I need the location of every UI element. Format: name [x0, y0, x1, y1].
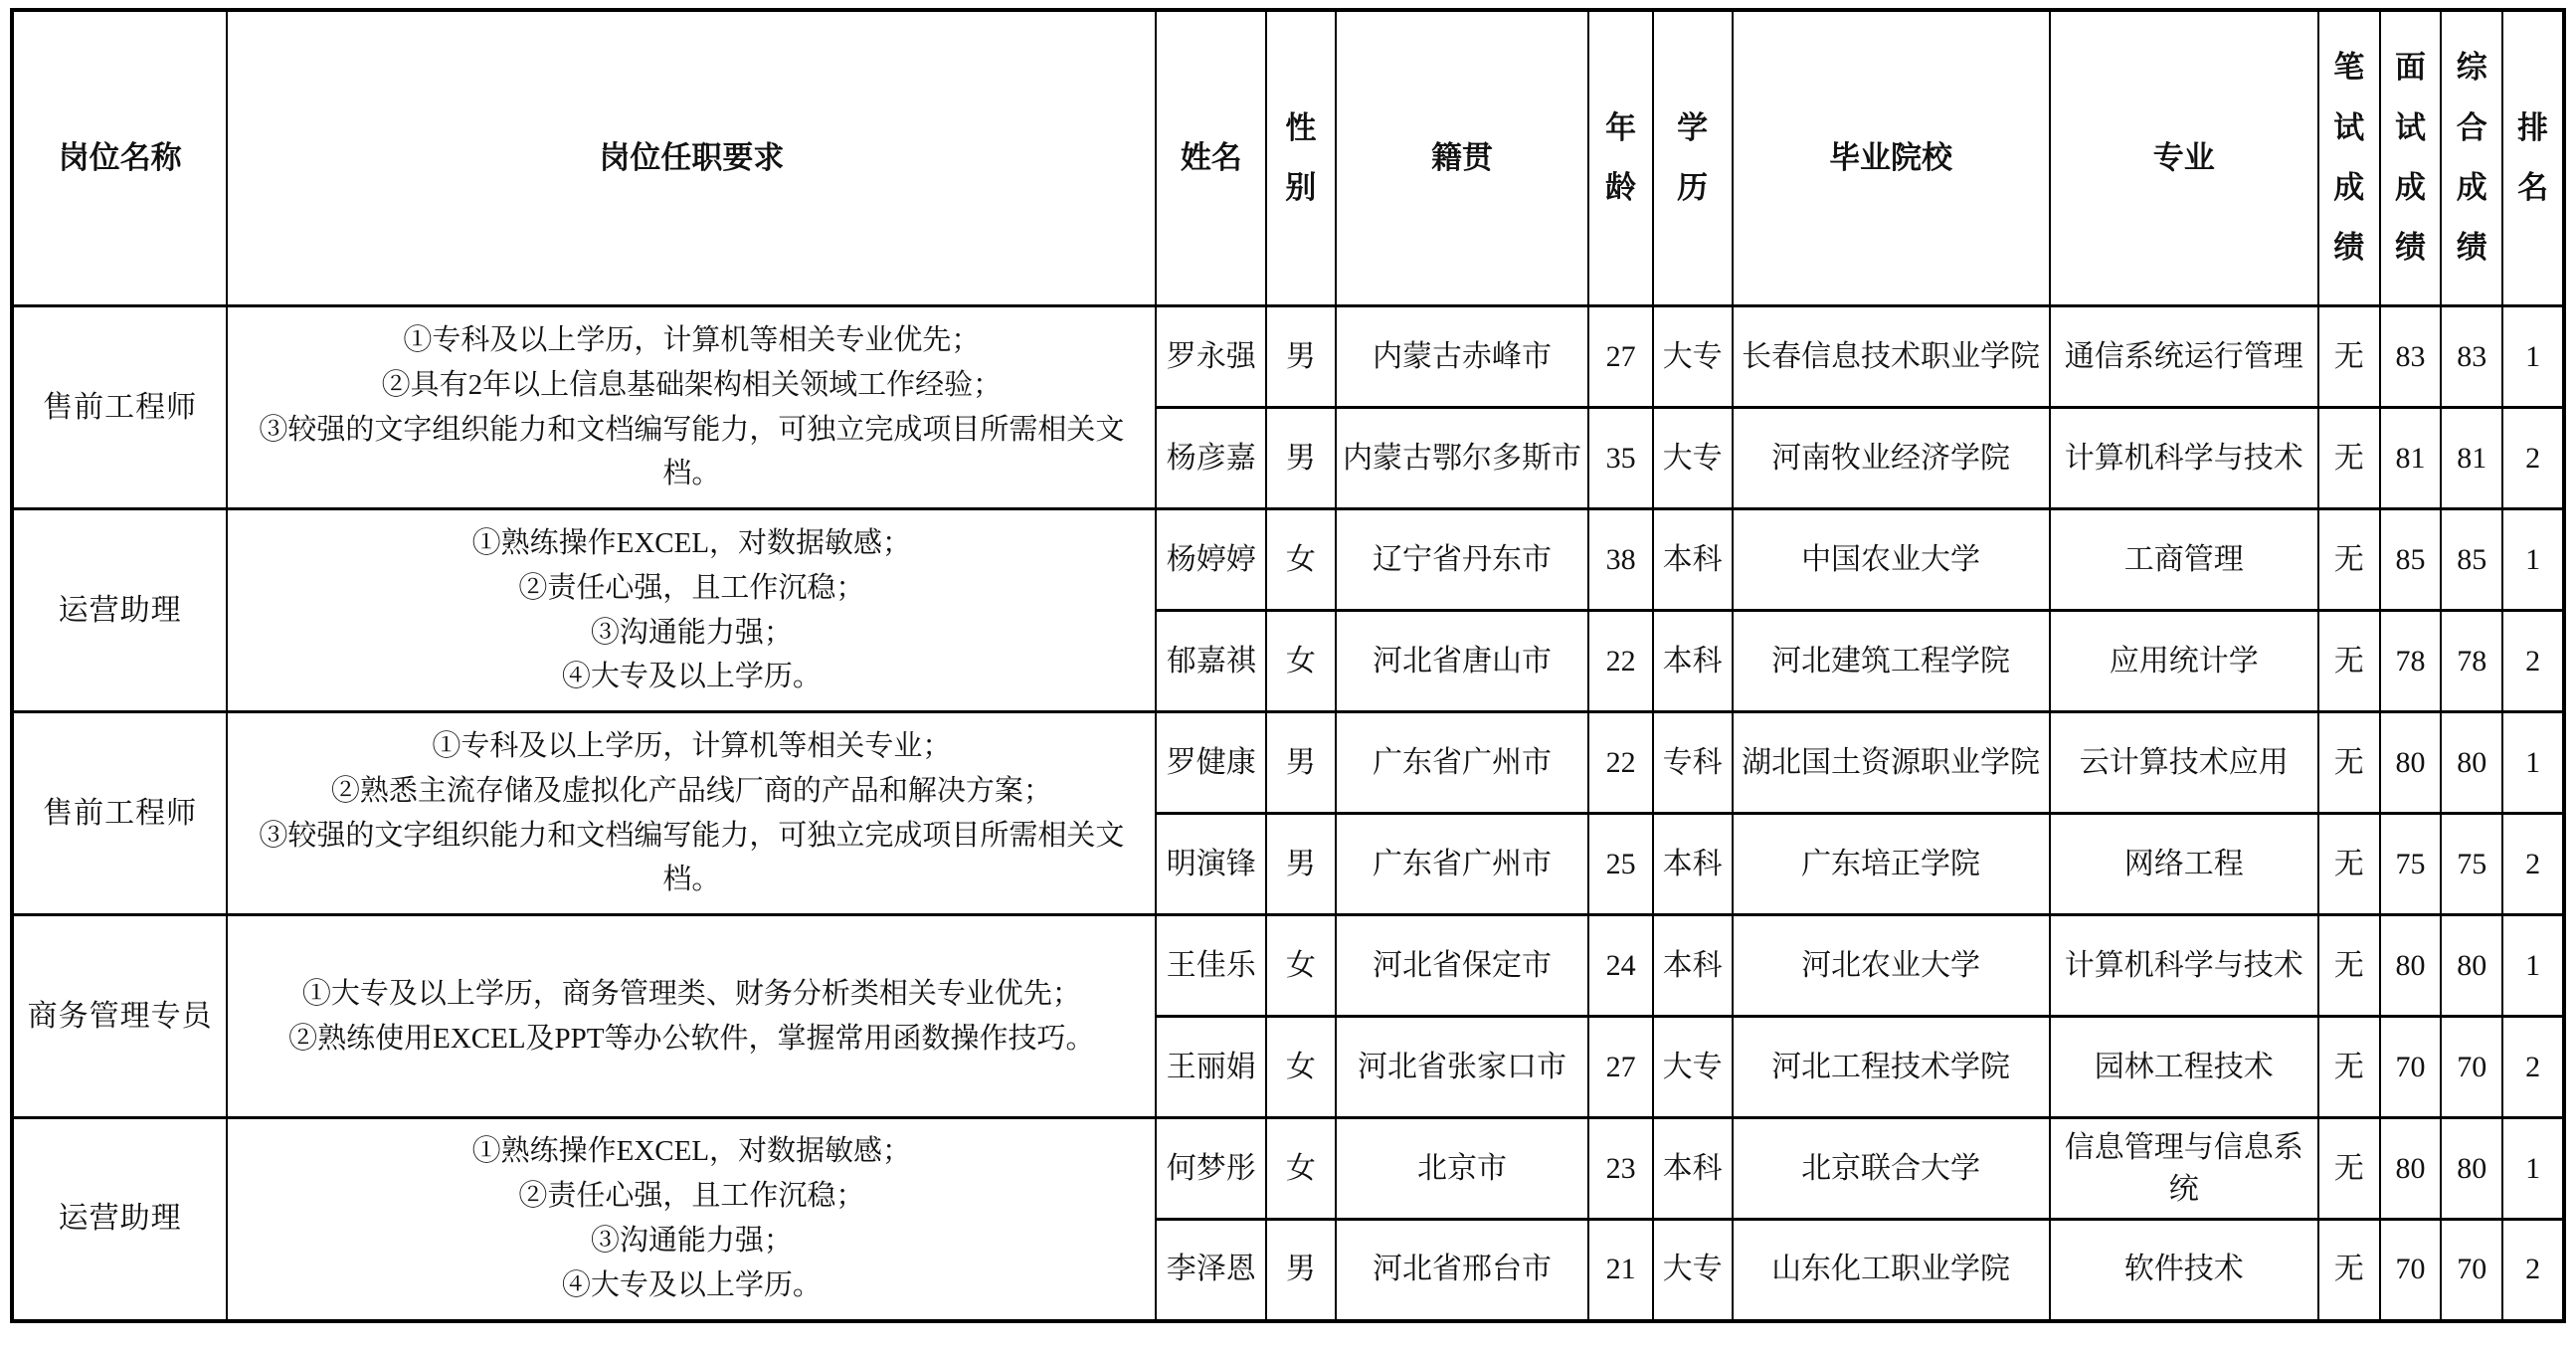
cell-rank: 1 [2502, 306, 2564, 408]
col-header-requirements: 岗位任职要求 [227, 10, 1156, 306]
col-header-written-score-label: 笔试成绩 [2333, 50, 2365, 266]
cell-gender: 女 [1266, 915, 1335, 1017]
requirement-line: ①大专及以上学历，商务管理类、财务分析类相关专业优先； [301, 977, 1081, 1010]
cell-education: 本科 [1653, 915, 1733, 1017]
cell-written-score: 无 [2318, 408, 2380, 509]
cell-rank: 2 [2502, 1017, 2564, 1118]
cell-age: 35 [1588, 408, 1652, 509]
cell-gender: 男 [1266, 306, 1335, 408]
cell-major: 网络工程 [2050, 814, 2318, 915]
cell-major: 应用统计学 [2050, 611, 2318, 712]
cell-school: 湖北国土资源职业学院 [1733, 712, 2050, 814]
cell-requirements [227, 712, 1156, 915]
cell-education: 本科 [1653, 509, 1733, 611]
cell-name: 何梦彤 [1156, 1118, 1266, 1220]
header-row [12, 10, 2564, 306]
cell-gender: 女 [1266, 1118, 1335, 1220]
requirement-line: ②责任心强，且工作沉稳； [518, 571, 865, 604]
requirement-line: ②具有2年以上信息基础架构相关领域工作经验； [381, 368, 1003, 401]
table-row [12, 712, 2564, 814]
cell-school: 河北建筑工程学院 [1733, 611, 2050, 712]
cell-written-score: 无 [2318, 915, 2380, 1017]
cell-requirements [227, 509, 1156, 712]
cell-gender: 男 [1266, 1220, 1335, 1321]
cell-age: 22 [1588, 712, 1652, 814]
cell-rank: 2 [2502, 814, 2564, 915]
cell-written-score: 无 [2318, 1017, 2380, 1118]
cell-major: 园林工程技术 [2050, 1017, 2318, 1118]
cell-education: 专科 [1653, 712, 1733, 814]
cell-name: 明演锋 [1156, 814, 1266, 915]
table-row [12, 1118, 2564, 1220]
cell-age: 27 [1588, 306, 1652, 408]
col-header-name: 姓名 [1156, 10, 1266, 306]
cell-gender: 男 [1266, 814, 1335, 915]
cell-name: 杨彦嘉 [1156, 408, 1266, 509]
cell-written-score: 无 [2318, 1118, 2380, 1220]
cell-rank: 2 [2502, 408, 2564, 509]
cell-major: 信息管理与信息系统 [2050, 1118, 2318, 1220]
cell-hometown: 内蒙古赤峰市 [1336, 306, 1589, 408]
cell-name: 王佳乐 [1156, 915, 1266, 1017]
table-row [12, 915, 2564, 1017]
cell-age: 24 [1588, 915, 1652, 1017]
cell-hometown: 辽宁省丹东市 [1336, 509, 1589, 611]
cell-interview-score: 83 [2380, 306, 2442, 408]
cell-written-score: 无 [2318, 306, 2380, 408]
cell-age: 38 [1588, 509, 1652, 611]
cell-hometown: 内蒙古鄂尔多斯市 [1336, 408, 1589, 509]
cell-gender: 女 [1266, 1017, 1335, 1118]
cell-overall-score: 80 [2441, 1118, 2502, 1220]
col-header-written-score [2318, 10, 2380, 306]
col-header-hometown: 籍贯 [1336, 10, 1589, 306]
cell-overall-score: 85 [2441, 509, 2502, 611]
requirement-line: ③沟通能力强； [590, 616, 793, 649]
requirement-line: ②责任心强，且工作沉稳； [518, 1180, 865, 1213]
cell-hometown: 北京市 [1336, 1118, 1589, 1220]
cell-position: 商务管理专员 [12, 915, 227, 1118]
requirement-line: ③沟通能力强； [590, 1225, 793, 1258]
cell-requirements [227, 1118, 1156, 1321]
requirement-line: ①专科及以上学历，计算机等相关专业； [432, 729, 952, 762]
cell-school: 北京联合大学 [1733, 1118, 2050, 1220]
col-header-position: 岗位名称 [12, 10, 227, 306]
cell-name: 杨婷婷 [1156, 509, 1266, 611]
cell-hometown: 河北省保定市 [1336, 915, 1589, 1017]
cell-name: 罗健康 [1156, 712, 1266, 814]
cell-written-score: 无 [2318, 1220, 2380, 1321]
cell-major: 工商管理 [2050, 509, 2318, 611]
col-header-rank-label: 排名 [2517, 109, 2549, 205]
cell-rank: 1 [2502, 712, 2564, 814]
col-header-school: 毕业院校 [1733, 10, 2050, 306]
requirement-line: ①熟练操作EXCEL，对数据敏感； [471, 526, 912, 559]
cell-position: 运营助理 [12, 1118, 227, 1321]
cell-name: 郁嘉祺 [1156, 611, 1266, 712]
cell-major: 计算机科学与技术 [2050, 915, 2318, 1017]
table-row [12, 509, 2564, 611]
cell-hometown: 广东省广州市 [1336, 814, 1589, 915]
requirement-line: ③较强的文字组织能力和文档编写能力，可独立完成项目所需相关文档。 [259, 413, 1125, 490]
requirement-line: ②熟悉主流存储及虚拟化产品线厂商的产品和解决方案； [330, 774, 1052, 807]
cell-interview-score: 75 [2380, 814, 2442, 915]
cell-school: 河北工程技术学院 [1733, 1017, 2050, 1118]
requirement-line: ④大专及以上学历。 [561, 1269, 822, 1302]
cell-overall-score: 70 [2441, 1017, 2502, 1118]
cell-age: 21 [1588, 1220, 1652, 1321]
cell-hometown: 河北省张家口市 [1336, 1017, 1589, 1118]
cell-position: 售前工程师 [12, 712, 227, 915]
cell-major: 通信系统运行管理 [2050, 306, 2318, 408]
cell-age: 23 [1588, 1118, 1652, 1220]
cell-major: 云计算技术应用 [2050, 712, 2318, 814]
cell-age: 25 [1588, 814, 1652, 915]
requirement-line: ①熟练操作EXCEL，对数据敏感； [471, 1135, 912, 1168]
cell-rank: 1 [2502, 509, 2564, 611]
cell-school: 长春信息技术职业学院 [1733, 306, 2050, 408]
cell-school: 河南牧业经济学院 [1733, 408, 2050, 509]
cell-major: 计算机科学与技术 [2050, 408, 2318, 509]
col-header-rank [2502, 10, 2564, 306]
cell-position: 运营助理 [12, 509, 227, 712]
cell-written-score: 无 [2318, 712, 2380, 814]
cell-interview-score: 81 [2380, 408, 2442, 509]
cell-interview-score: 80 [2380, 712, 2442, 814]
cell-overall-score: 83 [2441, 306, 2502, 408]
cell-hometown: 广东省广州市 [1336, 712, 1589, 814]
requirement-line: ④大专及以上学历。 [561, 661, 822, 693]
cell-rank: 1 [2502, 1118, 2564, 1220]
col-header-interview-score-label: 面试成绩 [2395, 50, 2427, 266]
cell-education: 大专 [1653, 1017, 1733, 1118]
cell-name: 李泽恩 [1156, 1220, 1266, 1321]
col-header-overall-score [2441, 10, 2502, 306]
col-header-overall-score-label: 综合成绩 [2456, 50, 2487, 266]
col-header-age-label: 年龄 [1605, 109, 1637, 205]
cell-rank: 1 [2502, 915, 2564, 1017]
cell-gender: 女 [1266, 611, 1335, 712]
cell-overall-score: 78 [2441, 611, 2502, 712]
requirement-line: ③较强的文字组织能力和文档编写能力，可独立完成项目所需相关文档。 [259, 819, 1125, 896]
cell-requirements [227, 915, 1156, 1118]
col-header-gender [1266, 10, 1335, 306]
recruitment-results-table [10, 8, 2566, 1323]
cell-age: 22 [1588, 611, 1652, 712]
cell-rank: 2 [2502, 1220, 2564, 1321]
cell-written-score: 无 [2318, 611, 2380, 712]
cell-age: 27 [1588, 1017, 1652, 1118]
col-header-education-label: 学历 [1677, 109, 1709, 205]
cell-name: 罗永强 [1156, 306, 1266, 408]
cell-interview-score: 80 [2380, 1118, 2442, 1220]
cell-gender: 女 [1266, 509, 1335, 611]
cell-name: 王丽娟 [1156, 1017, 1266, 1118]
col-header-age [1588, 10, 1652, 306]
cell-interview-score: 80 [2380, 915, 2442, 1017]
cell-school: 河北农业大学 [1733, 915, 2050, 1017]
cell-overall-score: 80 [2441, 915, 2502, 1017]
cell-hometown: 河北省邢台市 [1336, 1220, 1589, 1321]
cell-education: 大专 [1653, 306, 1733, 408]
cell-education: 大专 [1653, 408, 1733, 509]
cell-education: 本科 [1653, 611, 1733, 712]
cell-written-score: 无 [2318, 814, 2380, 915]
table-row [12, 306, 2564, 408]
requirement-line: ②熟练使用EXCEL及PPT等办公软件，掌握常用函数操作技巧。 [288, 1022, 1095, 1055]
col-header-interview-score [2380, 10, 2442, 306]
cell-major: 软件技术 [2050, 1220, 2318, 1321]
cell-position: 售前工程师 [12, 306, 227, 509]
cell-overall-score: 80 [2441, 712, 2502, 814]
cell-education: 本科 [1653, 814, 1733, 915]
cell-gender: 男 [1266, 712, 1335, 814]
cell-requirements [227, 306, 1156, 509]
requirement-line: ①专科及以上学历，计算机等相关专业优先； [403, 323, 981, 356]
cell-interview-score: 78 [2380, 611, 2442, 712]
cell-education: 大专 [1653, 1220, 1733, 1321]
cell-overall-score: 81 [2441, 408, 2502, 509]
col-header-gender-label: 性别 [1285, 109, 1317, 205]
cell-overall-score: 70 [2441, 1220, 2502, 1321]
cell-rank: 2 [2502, 611, 2564, 712]
cell-education: 本科 [1653, 1118, 1733, 1220]
cell-interview-score: 70 [2380, 1220, 2442, 1321]
cell-school: 山东化工职业学院 [1733, 1220, 2050, 1321]
col-header-major: 专业 [2050, 10, 2318, 306]
cell-hometown: 河北省唐山市 [1336, 611, 1589, 712]
cell-school: 广东培正学院 [1733, 814, 2050, 915]
col-header-education [1653, 10, 1733, 306]
cell-interview-score: 70 [2380, 1017, 2442, 1118]
cell-interview-score: 85 [2380, 509, 2442, 611]
cell-overall-score: 75 [2441, 814, 2502, 915]
cell-gender: 男 [1266, 408, 1335, 509]
cell-written-score: 无 [2318, 509, 2380, 611]
cell-school: 中国农业大学 [1733, 509, 2050, 611]
